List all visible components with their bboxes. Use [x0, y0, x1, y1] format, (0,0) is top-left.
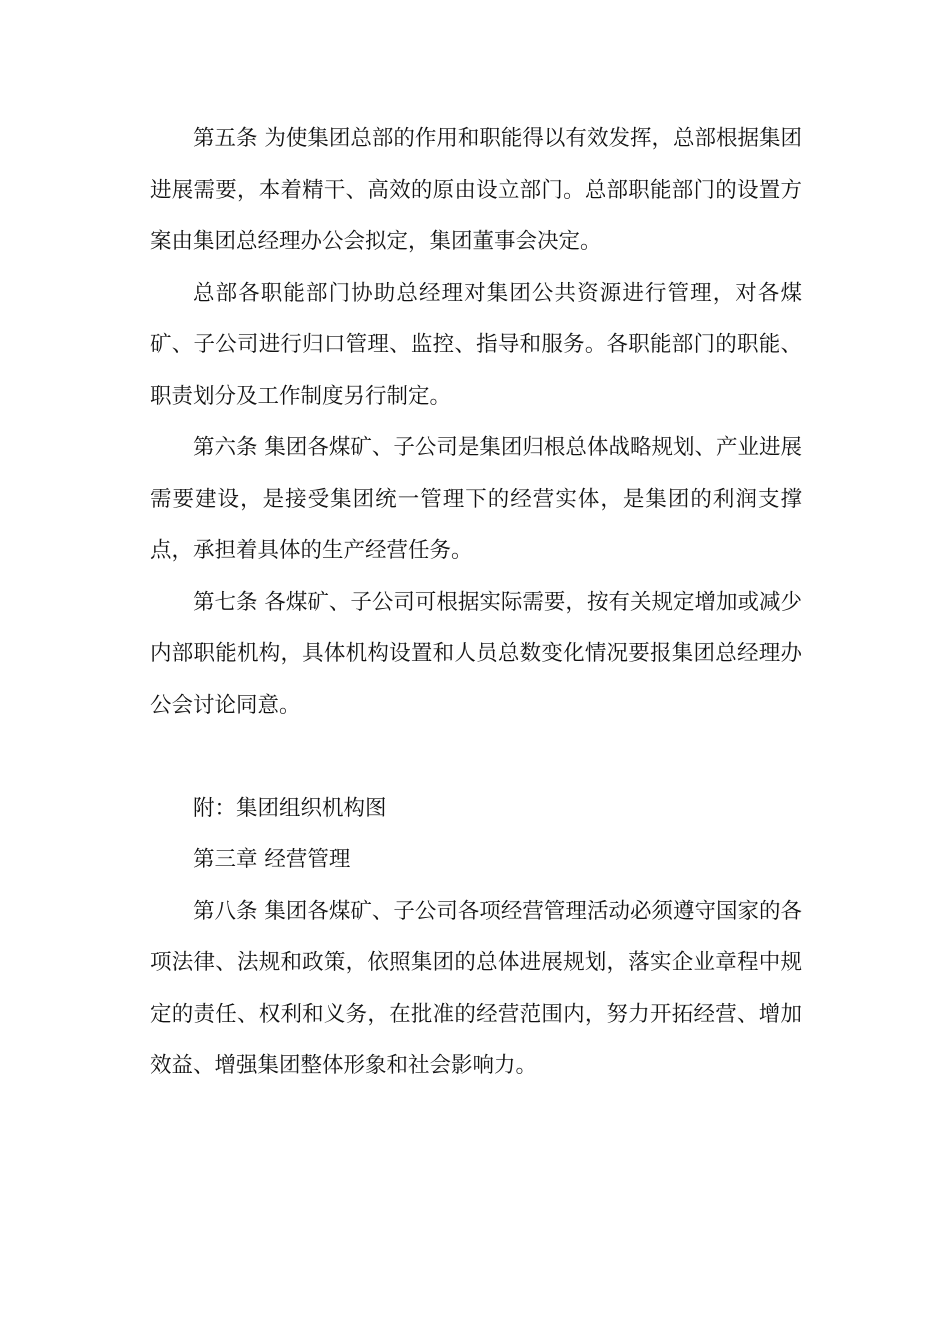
- article-five-paragraph: 第五条 为使集团总部的作用和职能得以有效发挥，总部根据集团进展需要，本着精干、高效的原由设立部门。总部职能部门的设置方案由集团总经理办公会拟定，集团董事会决定。: [150, 126, 802, 254]
- departments-paragraph: 总部各职能部门协助总经理对集团公共资源进行管理，对各煤矿、子公司进行归口管理、监控、指导和服务。各职能部门的职能、职责划分及工作制度另行制定。: [150, 280, 802, 409]
- blank-line: [150, 731, 802, 783]
- document-body: [150, 113, 802, 1092]
- chapter-heading: 第三章 经营管理: [193, 847, 351, 872]
- article-six-paragraph: 第六条 集团各煤矿、子公司是集团归根总体战略规划、产业进展需要建设，是接受集团统一管理下的经营实体，是集团的利润支撑点，承担着具体的生产经营任务。: [150, 435, 802, 563]
- article-seven-paragraph: 第七条 各煤矿、子公司可根据实际需要，按有关规定增加或减少内部职能机构，具体机构设置和人员总数变化情况要报集团总经理办公会讨论同意。: [150, 589, 802, 718]
- appendix-note: 附：集团组织机构图: [193, 795, 387, 821]
- article-eight-paragraph: 第八条 集团各煤矿、子公司各项经营管理活动必须遵守国家的各项法律、法规和政策，依照集团的总体进展规划，落实企业章程中规定的责任、权利和义务，在批准的经营范围内，努力开拓经营、增加效益、增强集团整体形象和社会影响力。: [150, 898, 802, 1078]
